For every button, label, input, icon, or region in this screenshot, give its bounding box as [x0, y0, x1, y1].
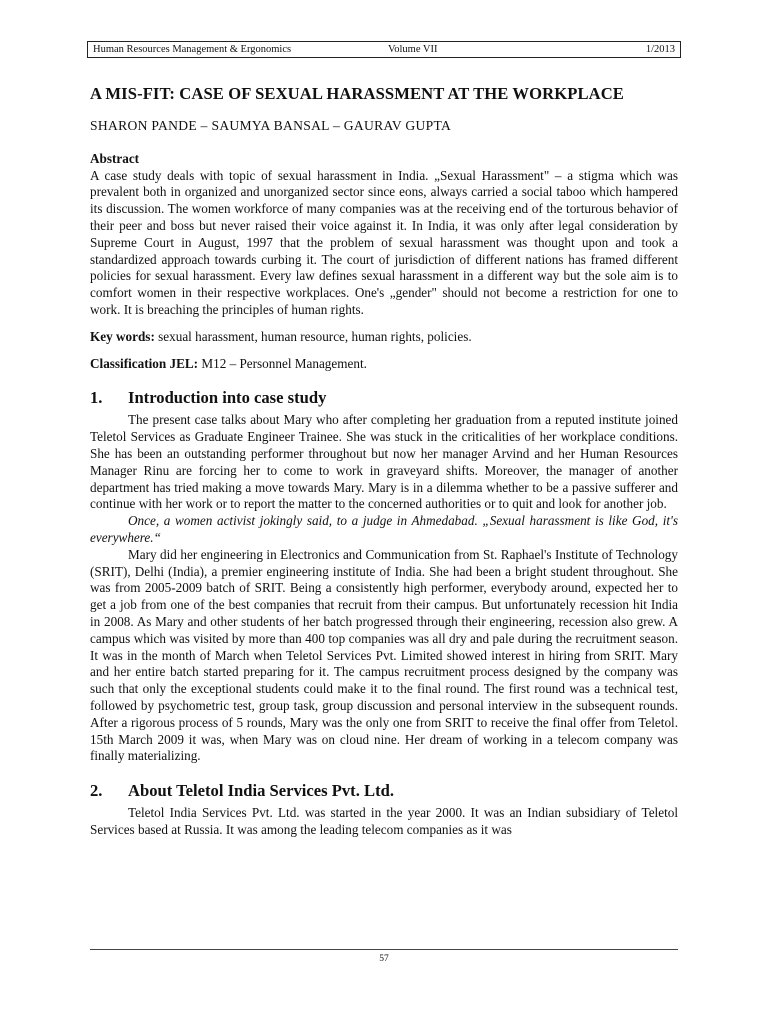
- keywords-label: Key words:: [90, 328, 155, 344]
- paragraph: The present case talks about Mary who after completing her graduation from a reputed institute joined Teletol Services as Graduate Engineer Trainee. She was stuck in the criticalities of her workplace conditions. She has been an outstanding performer throughout but now her manager Arvind and her Human Resources Manager Rinu are forcing her to come to work in graveyard shifts. Moreover, the manager of another department has tried making a move towards Mary. Mary is in a dilemma whether to be a passive sufferer and continue with her work or to report the matter to the concerned authorities or to quit and look for another job.: [90, 412, 678, 512]
- jel-classification: [90, 356, 678, 373]
- article-title: A MIS-FIT: CASE OF SEXUAL HARASSMENT AT THE WORKPLACE: [90, 84, 624, 103]
- keywords: [90, 329, 678, 346]
- paragraph: Teletol India Services Pvt. Ltd. was started in the year 2000. It was an Indian subsidiary of Teletol Services based at Russia. It was among the leading telecom companies as it was: [90, 805, 678, 837]
- article-authors: SHARON PANDE – SAUMYA BANSAL – GAURAV GUPTA: [90, 118, 452, 133]
- footer-divider: [90, 949, 678, 950]
- section-number: 1.: [90, 388, 103, 408]
- paragraph: Mary did her engineering in Electronics and Communication from St. Raphael's Institute of Technology (SRIT), Delhi (India), a premier engineering institute of India. She had been a bright student throughout. She was from 2005-2009 batch of SRIT. Being a consistently high performer, everybody around, expected her to get a job from one of the best companies that recruit from their campus. But unfortunately recession hit India in 2008. As Mary and other students of her batch progressed through their engineering, recession also grew. A campus which was visited by more than 400 top companies was all dry and pale during the recruitment season. It was in the month of March when Teletol Services Pvt. Limited showed interest in hiring from SRIT. Mary and her entire batch started preparing for it. The campus recruitment process designed by the company was such that only the exceptional students could make it to the final round. The first round was a technical test, followed by psychometric test, group task, group discussion and personal interview in the subsequent rounds. After a rigorous process of 5 rounds, Mary was the only one from SRIT to receive the final offer from Teletol. 15th March 2009 it was, when Mary was on cloud nine. Her dream of working in a telecom company was finally materializing.: [90, 546, 678, 764]
- section-title: About Teletol India Services Pvt. Ltd.: [128, 781, 394, 801]
- section-heading-2: [90, 781, 678, 801]
- jel-label: Classification JEL:: [90, 355, 199, 371]
- abstract-heading: Abstract: [90, 150, 140, 166]
- abstract-text: A case study deals with topic of sexual harassment in India. „Sexual Harassment" – a stigma which was prevalent both in organized and unorganized sector since eons, always carried a social taboo which hampered its discussion. The women workforce of many companies was at the receiving end of the torturous behavior of their peer and boss but never raised their voice against it. In India, it was only after legal consideration by Supreme Court in August, 1997 that the problem of sexual harassment was thought upon and took a standardized approach towards curbing it. The court of jurisdiction of different nations has framed different policies for sexual harassment. Every law defines sexual harassment in a different way but the sole aim is to comfort women in their respective workplaces. One's „gender" should not become a restriction for one to work. It is breaching the principles of human rights.: [90, 167, 678, 317]
- article-body: [90, 84, 678, 839]
- jel-text: M12 – Personnel Management.: [198, 355, 367, 371]
- section-number: 2.: [90, 781, 103, 801]
- issue-label: 1/2013: [645, 44, 675, 55]
- page-number: 57: [379, 954, 389, 964]
- quote-paragraph: Once, a women activist jokingly said, to a judge in Ahmedabad. „Sexual harassment is like God, it's everywhere.“: [90, 513, 678, 545]
- running-header: [87, 41, 681, 58]
- volume-label: Volume VII: [388, 44, 438, 55]
- section-title: Introduction into case study: [128, 388, 327, 408]
- section-heading-1: [90, 388, 678, 408]
- keywords-text: sexual harassment, human resource, human rights, policies.: [154, 328, 472, 344]
- journal-name: Human Resources Management & Ergonomics: [93, 44, 292, 55]
